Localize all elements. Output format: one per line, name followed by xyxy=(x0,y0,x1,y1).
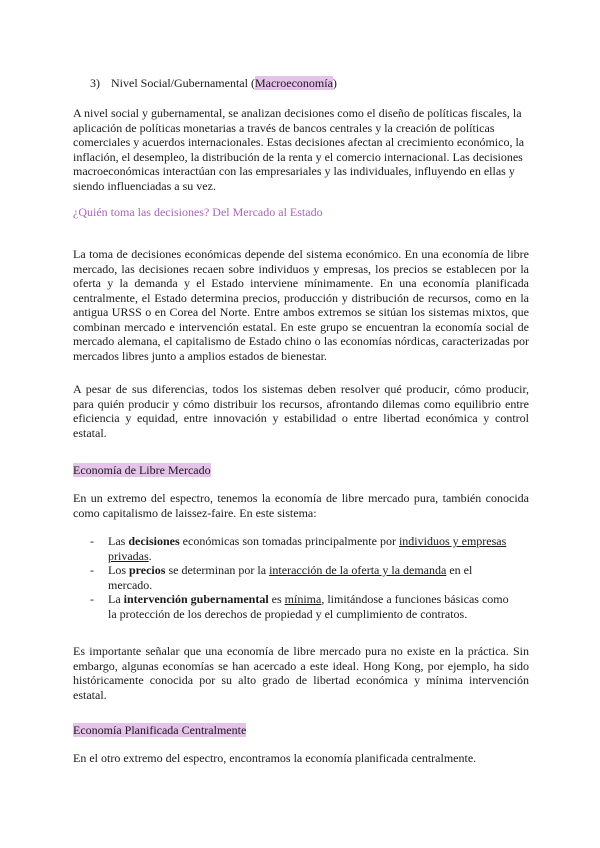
paragraph-text: A pesar de sus diferencias, todos los sistemas deben resolver qué producir, cómo producir, para quién producir y cómo distribuir los recursos, afrontando dilemas como equilibrio entre eficiencia y equidad, entre innovación y estabilidad o entre libertad económica y control estatal. xyxy=(73,382,529,440)
paragraph-text: En el otro extremo del espectro, encontramos la economía planificada centralmente. xyxy=(73,751,477,765)
bullet-text: es xyxy=(268,592,285,606)
bullet-text: . xyxy=(148,548,152,563)
list-number: 3) xyxy=(90,76,100,90)
bullet-bold: decisiones xyxy=(128,534,180,548)
paragraph-macro xyxy=(73,106,529,193)
bullet-text: La xyxy=(108,592,124,606)
heading-planned-economy xyxy=(73,723,529,738)
bullet-underlined: individuos y empresas privadas xyxy=(108,534,507,563)
section-3-title xyxy=(90,76,337,91)
bullet-dash: - xyxy=(90,592,94,606)
bullet-dash: - xyxy=(90,563,94,577)
paragraph-text: En un extremo del espectro, tenemos la economía de libre mercado pura, también conocida como capitalismo de laissez-faire. En este sistema: xyxy=(73,491,529,520)
bullet-text: se determinan por la xyxy=(165,563,270,577)
paragraph-text: La toma de decisiones económicas depende del sistema económico. En una economía de libre mercado, las decisiones recaen sobre individuos y empresas, los precios se establecen por la oferta y la demanda y el Estado interviene mínimamente. En una economía planificada centralmente, el Estado determina precios, producción y distribución de recursos, como en la antigua URSS o en Corea del Norte. Entre ambos extremos se sitúan los sistemas mixtos, que combinan mercado e intervención estatal. En este grupo se encuentran la economía social de mercado alemana, el capitalismo de Estado chino o las economías nórdicas, caracterizadas por mercados libres junto a amplios estados de bienestar. xyxy=(73,247,529,363)
paragraph-free-market-intro xyxy=(73,491,529,520)
bullet-prices xyxy=(73,563,513,592)
heading-who-decides xyxy=(73,205,529,220)
paragraph-systems xyxy=(73,247,529,363)
section-title-end: ) xyxy=(332,76,337,90)
heading-text: ¿Quién toma las decisiones? Del Mercado al Estado xyxy=(73,205,323,219)
bullet-bold: precios xyxy=(129,563,166,577)
paragraph-differences xyxy=(73,382,529,440)
free-market-bullet-list xyxy=(73,534,513,621)
section-title-text: Nivel Social/Gubernamental ( xyxy=(111,76,255,90)
bullet-government xyxy=(73,592,513,621)
paragraph-text: A nivel social y gubernamental, se analizan decisiones como el diseño de políticas fiscales, la aplicación de políticas monetarias a través de bancos centrales y la creación de políticas comerciales y acuerdos internacionales. Estas decisiones afectan al crecimiento económico, la inflación, el desempleo, la distribución de la renta y el comercio internacional. Las decisiones macroeconómicas interactúan con las empresariales y las individuales, influyendo en ellas y siendo influenciadas a su vez. xyxy=(73,106,525,193)
heading-free-market xyxy=(73,463,529,478)
heading-text: Economía de Libre Mercado xyxy=(73,463,211,477)
paragraph-free-market-note xyxy=(73,644,529,702)
bullet-bold: intervención gubernamental xyxy=(123,592,269,606)
bullet-underlined: mínima xyxy=(284,592,322,606)
bullet-dash: - xyxy=(90,534,94,548)
bullet-text: Los xyxy=(108,563,129,577)
highlight-macroeconomia: Macroeconomía xyxy=(254,76,333,90)
bullet-text: económicas son tomadas principalmente por xyxy=(179,534,399,548)
bullet-text: en el mercado. xyxy=(108,563,473,592)
bullet-underlined: interacción de la oferta y la demanda xyxy=(269,563,447,577)
bullet-decisions xyxy=(73,534,513,563)
bullet-text: Las xyxy=(108,534,129,548)
paragraph-planned-intro xyxy=(73,751,543,766)
bullet-text: , limitándose a funciones básicas como la protección de los derechos de propiedad y el cumplimiento de contratos. xyxy=(108,592,509,621)
heading-text: Economía Planificada Centralmente xyxy=(73,723,247,737)
paragraph-text: Es importante señalar que una economía de libre mercado pura no existe en la práctica. Sin embargo, algunas economías se han acercado a este ideal. Hong Kong, por ejemplo, ha sido históricamente conocida por su alto grado de libertad económica y mínima intervención estatal. xyxy=(73,644,529,702)
